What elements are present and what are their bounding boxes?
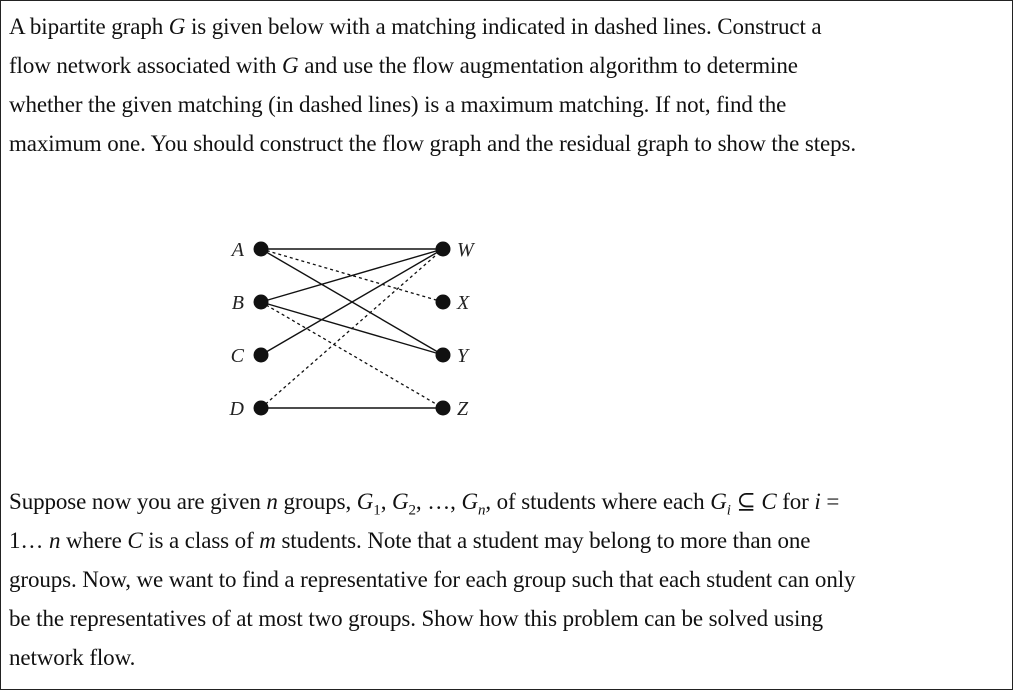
node-label-w: W — [457, 239, 474, 261]
node-c — [254, 348, 269, 363]
math-subscript: i — [726, 502, 731, 519]
math-variable: G — [710, 489, 727, 514]
text-line: groups. Now, we want to find a representative for each group such that each student can only — [9, 567, 856, 592]
node-z — [436, 401, 451, 416]
math-subscript: 2 — [408, 502, 416, 519]
text-line: maximum one. You should construct the flow graph and the residual graph to show the steps. — [9, 131, 856, 156]
math-variable: G — [282, 53, 299, 78]
node-a — [254, 242, 269, 257]
math-variable: n — [266, 489, 278, 514]
math-variable: n — [48, 528, 61, 553]
text-line: Suppose now you are given n groups, $G_1$, $G_2$, …, $G_n$, of students where each $G_i$ ⊆ C for i = — [9, 489, 840, 519]
node-w — [436, 242, 451, 257]
node-label-d: D — [229, 398, 244, 420]
math-variable: G — [168, 14, 186, 39]
edge-b-z-matching — [261, 302, 443, 408]
problem-1-text — [9, 7, 1004, 163]
bipartite-graph-figure — [211, 229, 511, 419]
math-variable: G — [461, 489, 478, 514]
node-label-c: C — [230, 345, 244, 367]
text-line: whether the given matching (in dashed lines) is a maximum matching. If not, find the — [9, 92, 787, 117]
text-line: be the representatives of at most two groups. Show how this problem can be solved using — [9, 606, 824, 631]
node-label-x: X — [457, 292, 470, 314]
text-line: A bipartite graph G is given below with a matching indicated in dashed lines. Construct a — [9, 14, 822, 39]
math-variable: i — [814, 489, 821, 514]
edge-b-w — [261, 249, 443, 302]
node-label-b: B — [231, 292, 244, 314]
node-y — [436, 348, 451, 363]
text-line: network flow. — [9, 645, 136, 670]
math-variable: G — [356, 489, 374, 514]
problem-2-text — [9, 482, 1004, 677]
text-line: 1… n where C is a class of m students. Note that a student may belong to more than one — [9, 528, 811, 553]
edge-d-w-matching — [261, 249, 443, 408]
node-x — [436, 295, 451, 310]
node-label-z: Z — [457, 398, 469, 420]
node-label-y: Y — [457, 345, 469, 367]
node-label-a: A — [231, 239, 244, 261]
math-variable: G — [392, 489, 409, 514]
math-variable: C — [127, 528, 143, 553]
node-b — [254, 295, 269, 310]
text-line: flow network associated with G and use the flow augmentation algorithm to determine — [9, 53, 798, 78]
math-variable: C — [761, 489, 777, 514]
math-subscript: n — [477, 502, 486, 519]
node-d — [254, 401, 269, 416]
bipartite-graph-svg — [211, 229, 511, 419]
math-variable: m — [259, 528, 276, 553]
math-subscript: 1 — [373, 502, 381, 519]
